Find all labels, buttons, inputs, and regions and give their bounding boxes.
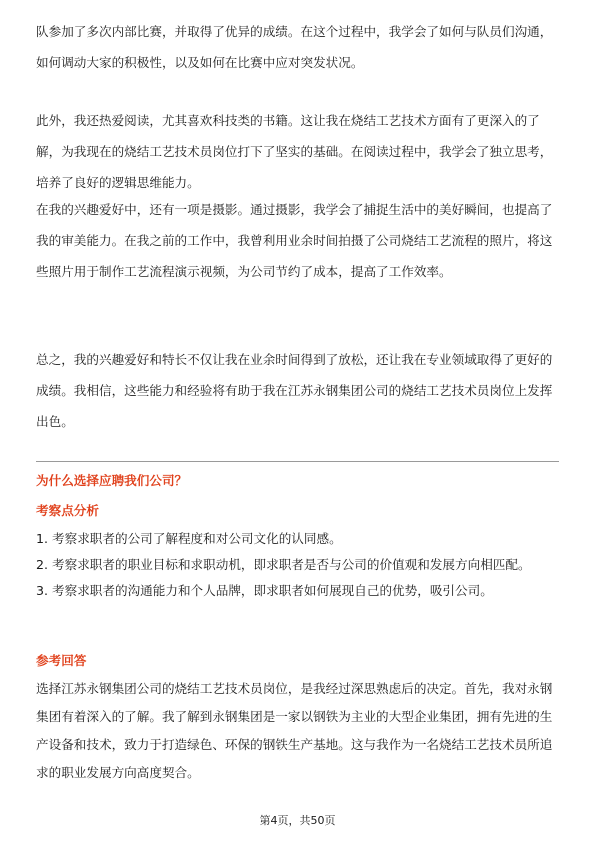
answer-heading: 参考回答	[36, 653, 87, 668]
body-paragraph-photography: 在我的兴趣爱好中，还有一项是摄影。通过摄影，我学会了捕捉生活中的美好瞬间，也提高了我的审美能力。在我之前的工作中，我曾利用业余时间拍摄了公司烧结工艺流程的照片，将这些照片用于制作工艺流程演示视频，为公司节约了成本，提高了工作效率。	[36, 202, 553, 279]
body-paragraph-teamwork: 队参加了多次内部比赛，并取得了优异的成绩。在这个过程中，我学会了如何与队员们沟通，如何调动大家的积极性，以及如何在比赛中应对突发状况。	[36, 24, 553, 70]
analysis-heading: 考察点分析	[36, 503, 99, 518]
body-paragraph-conclusion: 总之，我的兴趣爱好和特长不仅让我在业余时间得到了放松，还让我在专业领域取得了更好的成绩。我相信，这些能力和经验将有助于我在江苏永钢集团公司的烧结工艺技术员岗位上发挥出色。	[36, 352, 553, 429]
question-title: 为什么选择应聘我们公司？	[36, 473, 188, 488]
section-divider	[36, 461, 559, 462]
analysis-item: 2. 考察求职者的职业目标和求职动机，即求职者是否与公司的价值观和发展方向相匹配。	[36, 557, 531, 572]
analysis-list	[36, 526, 531, 604]
page-number: 第4页，共50页	[259, 814, 336, 827]
analysis-item: 1. 考察求职者的公司了解程度和对公司文化的认同感。	[36, 531, 342, 546]
answer-text: 选择江苏永钢集团公司的烧结工艺技术员岗位，是我经过深思熟虑后的决定。首先，我对永钢集团有着深入的了解。我了解到永钢集团是一家以钢铁为主业的大型企业集团，拥有先进的生产设备和技术，致力于打造绿色、环保的钢铁生产基地。这与我作为一名烧结工艺技术员所追求的职业发展方向高度契合。	[36, 681, 553, 780]
analysis-item: 3. 考察求职者的沟通能力和个人品牌，即求职者如何展现自己的优势，吸引公司。	[36, 583, 493, 598]
body-paragraph-reading: 此外，我还热爱阅读，尤其喜欢科技类的书籍。这让我在烧结工艺技术方面有了更深入的了解，为我现在的烧结工艺技术员岗位打下了坚实的基础。在阅读过程中，我学会了独立思考，培养了良好的逻辑思维能力。	[36, 113, 553, 190]
